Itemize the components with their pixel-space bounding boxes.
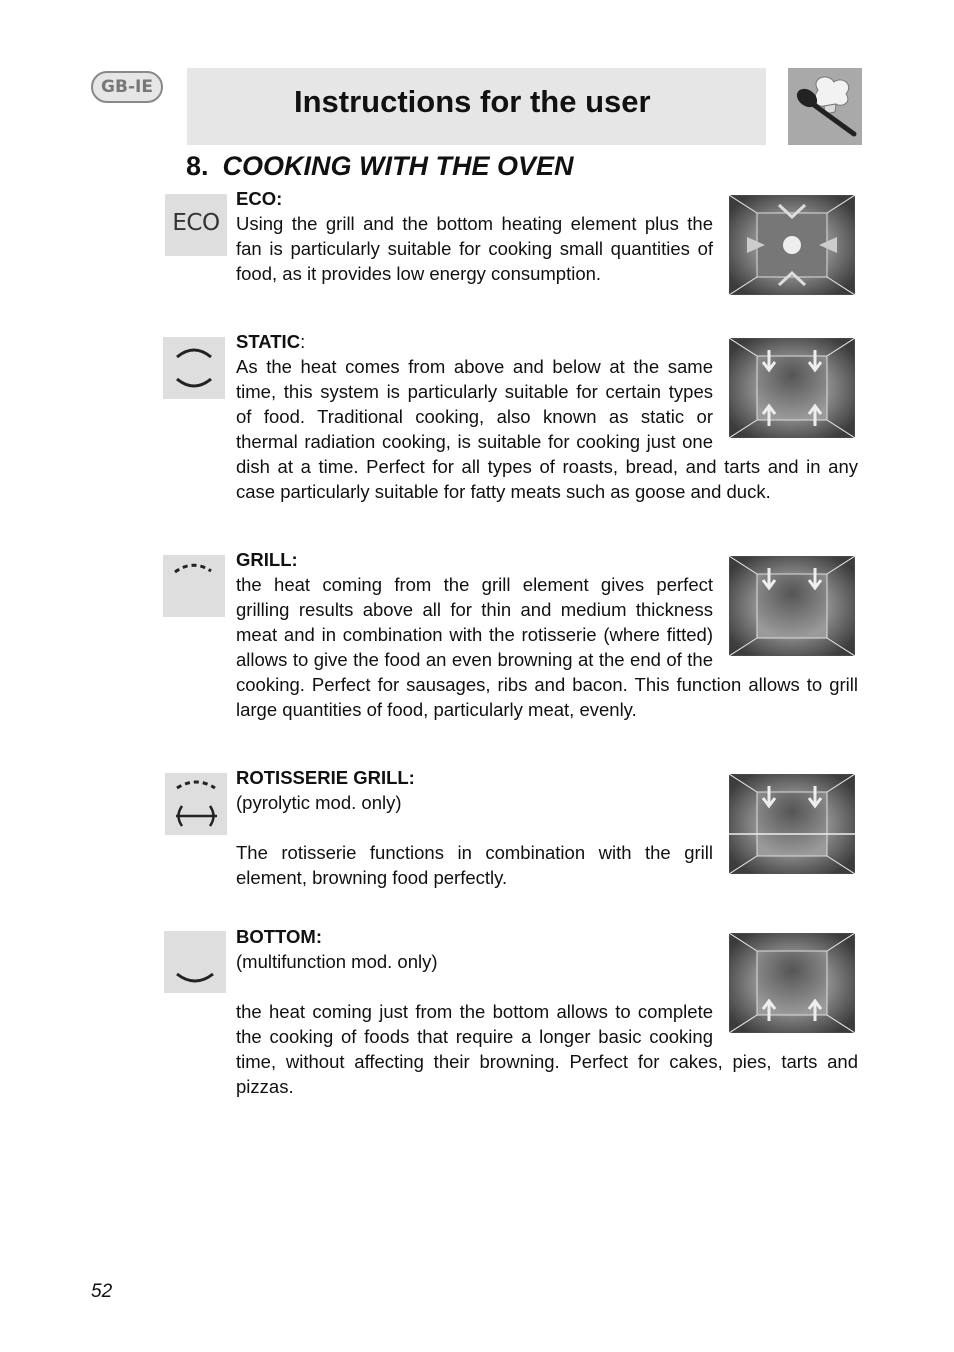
rotisserie-note: (pyrolytic mod. only) bbox=[236, 792, 402, 813]
static-icon bbox=[163, 337, 225, 399]
region-badge: GB-IE bbox=[91, 71, 163, 103]
rotisserie-paragraph: The rotisserie functions in combination with the grill element, browning food perfectly. bbox=[236, 842, 713, 888]
grill-paragraph: the heat coming from the grill element gives perfect grilling results above all for thin and medium thickness meat and in combination with the rotisserie (where fitted) allows to give the food an even browning at the end of the cooking. Perfect for sausages, ribs and bacon. This function allows to grill large quantities of food, particularly meat, evenly. bbox=[236, 574, 858, 720]
static-section bbox=[236, 329, 858, 504]
header-bar bbox=[187, 68, 766, 145]
bottom-paragraph: the heat coming just from the bottom allows to complete the cooking of foods that require a longer basic cooking time, without affecting their browning. Perfect for cakes, pies, tarts and pizzas. bbox=[236, 1001, 858, 1097]
bottom-heading: BOTTOM: bbox=[236, 926, 322, 947]
chef-hat-spoon-icon bbox=[788, 68, 862, 145]
static-heading-line: STATIC: bbox=[236, 331, 306, 352]
bottom-section bbox=[236, 924, 858, 1099]
eco-heading: ECO: bbox=[236, 188, 283, 209]
page-title: Instructions for the user bbox=[294, 84, 651, 119]
page-number: 52 bbox=[91, 1281, 113, 1302]
grill-icon bbox=[163, 555, 225, 617]
eco-section bbox=[236, 186, 858, 296]
bottom-note: (multifunction mod. only) bbox=[236, 951, 438, 972]
static-heading: STATIC bbox=[236, 331, 301, 352]
rotisserie-grill-icon bbox=[165, 773, 227, 835]
static-paragraph: As the heat comes from above and below at the same time, this system is particularly suitable for certain types of food. Traditional cooking, also known as static or thermal radiation cooking, is suitable for cooking just one dish at a time. Perfect for all types of roasts, bread, and tarts and in any case particularly suitable for fatty meats such as goose and duck. bbox=[236, 356, 858, 502]
rotisserie-heading: ROTISSERIE GRILL: bbox=[236, 767, 415, 788]
section-title: 8. COOKING WITH THE OVEN bbox=[186, 151, 574, 181]
grill-heading: GRILL: bbox=[236, 549, 298, 570]
eco-paragraph: Using the grill and the bottom heating element plus the fan is particularly suitable for cooking small quantities of food, as it provides low energy consumption. bbox=[236, 213, 713, 284]
bottom-heat-icon bbox=[164, 931, 226, 993]
rotisserie-section bbox=[236, 765, 858, 890]
eco-icon: ECO bbox=[165, 194, 227, 256]
grill-section bbox=[236, 547, 858, 722]
